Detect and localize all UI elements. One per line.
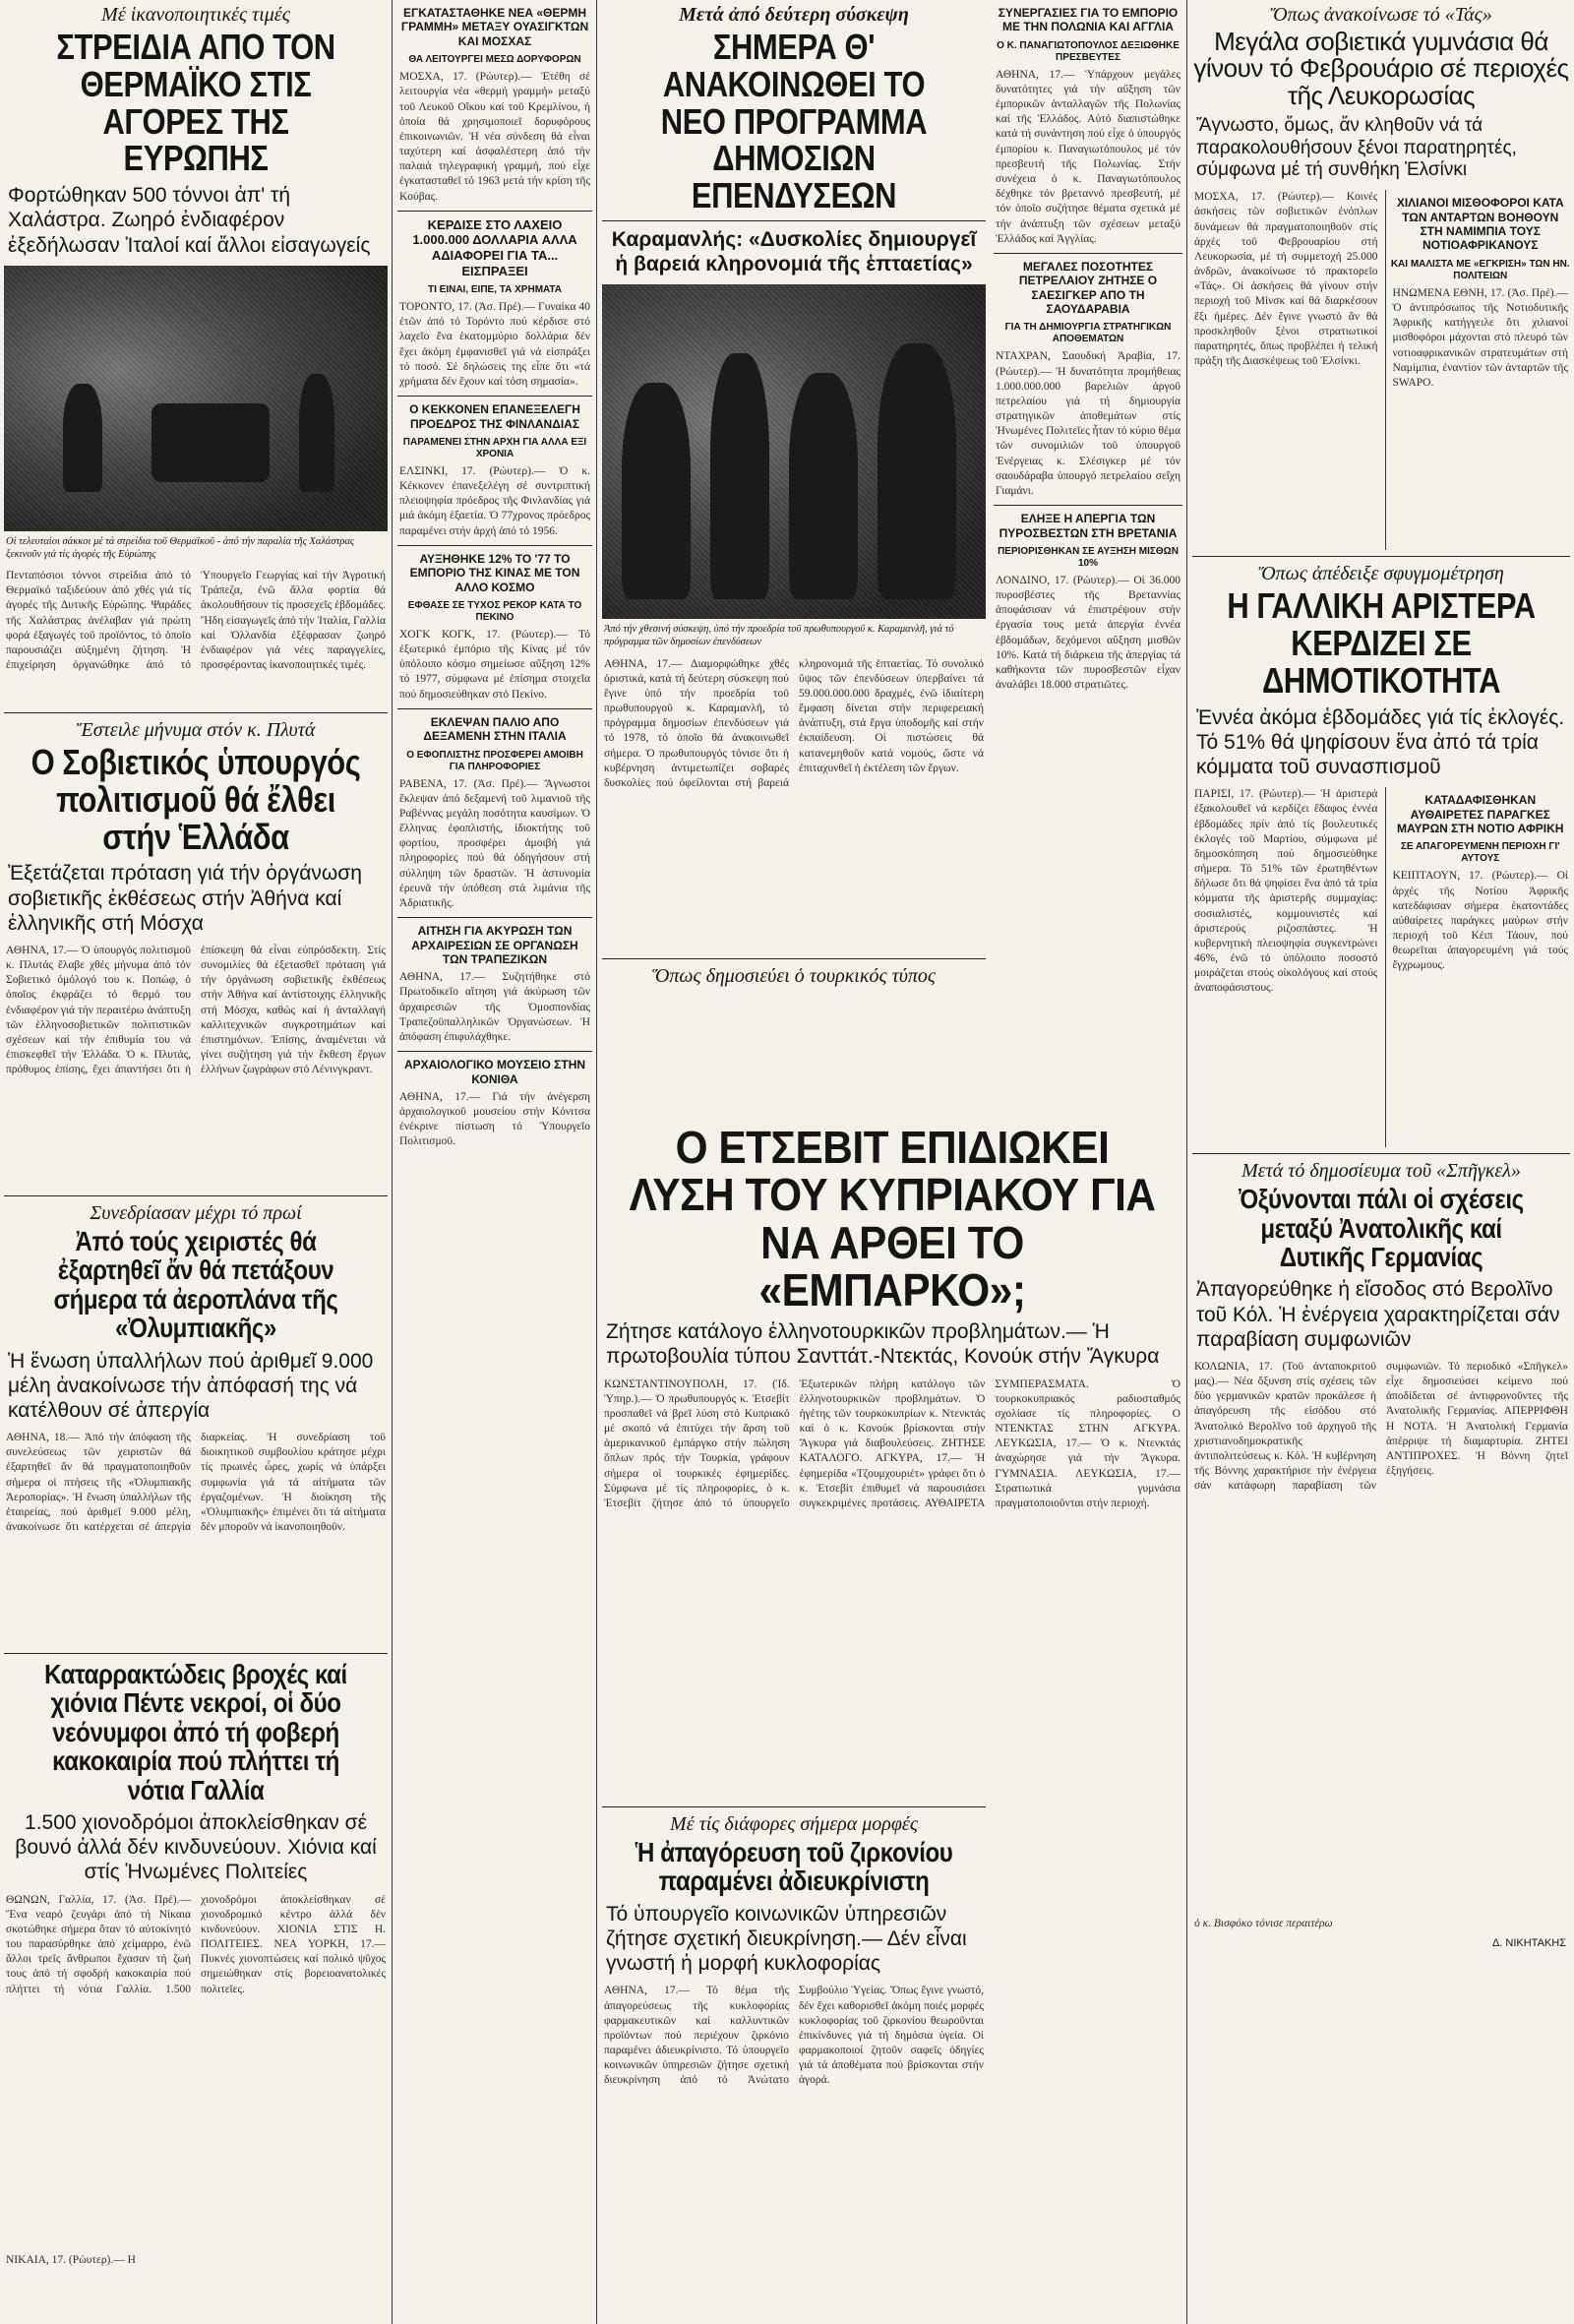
brief-body: ΡΑΒΕΝΑ, 17. (Ἀσ. Πρέ).— Ἄγνωστοι ἔκλεψαν ἀπό δεξαμενή τοῦ λιμανιοῦ τῆς Ραβέννας μεγάλη ποσότητα καυσίμων. Ὁ ἕλληνας ἐφοπλιστής, ἰδιοκτήτης τοῦ φορτίου, προσφέρει ἀμοιβή γιά πληροφορίες πού θά ὁδηγήσουν στή σύλληψη τῶν δραστῶν. Ἡ ἀστυνομία ἐρευνᾶ τήν ὑπόθεση στά λιμάνια τῆς Ἀδριατικῆς. xyxy=(399,777,590,909)
brief-headline: ΕΛΗΞΕ Η ΑΠΕΡΓΙΑ ΤΩΝ ΠΥΡΟΣΒΕΣΤΩΝ ΣΤΗ ΒΡΕΤΑΝΙΑ xyxy=(999,512,1178,540)
article-headline: ΣΤΡΕΙΔΙΑ ΑΠΟ ΤΟΝ ΘΕΡΜΑΪΚΟ ΣΤΙΣ ΑΓΟΡΕΣ ΤΗΣ ΕΥΡΩΠΗΣ xyxy=(56,27,335,179)
column-2 xyxy=(397,0,592,1156)
brief-subhead: ΤΙ ΕΙΝΑΙ, ΕΙΠΕ, ΤΑ ΧΡΗΜΑΤΑ xyxy=(427,284,563,296)
column-4 xyxy=(994,0,1182,1112)
article-headline: Ἀπό τούς χειριστές θά ἐξαρτηθεῖ ἄν θά πετάξουν σήμερα τά ἀεροπλάνα τῆς «Ὀλυμπιακῆς» xyxy=(53,1225,338,1344)
brief-headline: ΚΕΡΔΙΣΕ ΣΤΟ ΛΑΧΕΙΟ 1.000.000 ΔΟΛΛΑΡΙΑ ΑΛΛΑ ΑΔΙΑΦΟΡΕΙ ΓΙΑ ΤΑ... ΕΙΣΠΡΑΞΕΙ xyxy=(412,216,577,278)
brief-body: ΗΝΩΜΕΝΑ ΕΘΝΗ, 17. (Ἀσ. Πρέ).— Ὁ ἀντιπρόσωπος τῆς Νοτιοδυτικῆς Ἀφρικῆς κατήγγειλε ὅτι χιλιανοί μισθοφόροι μάχονται στό πλευρό τῶν νοτιοαφρικανικῶν στρατευμάτων στή Ναμίμπια, ἐναντίον τῶν ἀνταρτῶν τῆς SWAPO. xyxy=(1392,286,1568,389)
article-kicker: Μέ τίς διάφορες σήμερα μορφές xyxy=(670,1813,918,1835)
article-kicker: Μετά τό δημοσίευμα τοῦ «Σπῆγκελ» xyxy=(1241,1160,1521,1183)
article-headline: Μεγάλα σοβιετικά γυμνάσια θά γίνουν τό Φεβρουάριο σέ περιοχές τῆς Λευκορωσίας xyxy=(1193,27,1569,110)
column-5 xyxy=(1192,0,1570,1955)
article-kicker: Ὅπως ἀπέδειξε σφυγμομέτρηση xyxy=(1258,563,1504,585)
brief-subhead: ΕΦΘΑΣΕ ΣΕ ΤΥΧΟΣ ΡΕΚΟΡ ΚΑΤΑ ΤΟ ΠΕΚΙΝΟ xyxy=(407,599,582,623)
brief-headline: ΧΙΛΙΑΝΟΙ ΜΙΣΘΟΦΟΡΟΙ ΚΑΤΑ ΤΩΝ ΑΝΤΑΡΤΩΝ ΒΟΗΘΟΥΝ ΣΤΗ ΝΑΜΙΜΠΙΑ ΤΟΥΣ ΝΟΤΙΟΑΦΡΙΚΑΝΟΥΣ xyxy=(1396,196,1564,253)
article-body: ΑΘΗΝΑ, 17.— Ὁ ὑπουργός πολιτισμοῦ κ. Πλυτάς ἔλαβε χθές μήνυμα ἀπό τόν Σοβιετικό ὁμόλογό του κ. Ποπώφ, ὁ ὁποῖος ἐκφράζει τό θερμό του ἐνδιαφέρον γιά τήν περαιτέρω ἀνάπτυξη τῶν ἑλληνοσοβιετικῶν πολιτιστικῶν σχέσεων καί τήν ἐπιθυμία του νά ἐπισκεφθεῖ τήν Ἑλλάδα. Ὁ κ. Πλυτάς, πρόθυμος ἐπίσης, ἔχει ἀπαντήσει ὅτι ἡ ἐπίσκεψη θά εἶναι εὐπρόσδεκτη. Στίς συνομιλίες θά ἐξετασθεῖ πρόταση γιά τήν ὀργάνωση σοβιετικῆς ἐκθέσεως στήν Ἀθήνα καί ἀντίστοιχης ἑλληνικῆς στή Μόσχα, καθώς καί ἡ ἀνταλλαγή καλλιτεχνικῶν συγκροτημάτων καί ἐπιστημόνων. Ἐπίσης, ἀναμένεται νά γίνει συζήτηση γιά τήν ἔκθεση ἔργων ἑλλήνων ζωγράφων στό Λένινγκραντ. xyxy=(6,944,386,1076)
column-divider xyxy=(392,0,393,2324)
article-continuation: ΝΙΚΑΙΑ, 17. (Ρώυτερ).— Η xyxy=(6,2253,136,2266)
article-body: ΑΘΗΝΑ, 17.— Διαμορφώθηκε χθές ὁριστικά, κατά τή δεύτερη σύσκεψη πού ἔγινε ὑπό τήν προεδρία τοῦ πρωθυπουργοῦ κ. Καραμανλῆ, τό πρόγραμμα δημοσίων ἐπενδύσεων γιά τό 1978, τό ὁποῖο θά ἀνακοινωθεῖ σήμερα. Ὁ πρωθυπουργός τόνισε ὅτι ἡ κυβέρνηση ἀντιμετωπίζει σοβαρές δυσκολίες πού ὀφείλονται στή βαρειά κληρονομιά τῆς ἑπταετίας. Τό συνολικό ὕψος τῶν ἐπενδύσεων ὑπερβαίνει τά 59.000.000.000 δραχμές, ἐνῶ ἰδιαίτερη ἔμφαση δίνεται στήν περιφερειακή ἀνάπτυξη, στά ἔργα ὑποδομῆς καί στήν ἐκπαίδευση. Οἱ πιστώσεις θά κατανεμηθοῦν κατά νομούς, ὥστε νά ἐπιταχυνθεῖ ἡ ἐκτέλεση τῶν ἔργων. xyxy=(604,657,984,789)
brief-headline: ΕΚΛΕΨΑΝ ΠΑΛΙΟ ΑΠΟ ΔΕΞΑΜΕΝΗ ΣΤΗΝ ΙΤΑΛΙΑ xyxy=(423,714,567,744)
article-body: ΑΘΗΝΑ, 17.— Τό θέμα τῆς ἀπαγορεύσεως τῆς κυκλοφορίας φαρμακευτικῶν καί καλλυντικῶν προϊόντων πού περιέχουν ζιρκόνιο παραμένει ἀδιευκρίνιστο. Τό ὑπουργεῖο κοινωνικῶν ὑπηρεσιῶν ζήτησε σχετική διευκρίνηση ἀπό τό Ἀνώτατο Συμβούλιο Ὑγείας. Ὅπως ἔγινε γνωστό, δέν ἔχει καθορισθεῖ ἀκόμη ποιές μορφές κυκλοφορίας τοῦ ζιρκονίου θεωροῦνται ἐπικίνδυνες γιά τή δημόσια ὑγεία. Οἱ φαρμακοποιοί ζητοῦν σαφεῖς ὁδηγίες γιά τά ἀποθέματα πού βρίσκονται στήν ἀγορά. xyxy=(604,1985,984,2087)
brief-subhead: ΣΕ ΑΠΑΓΟΡΕΥΜΕΝΗ ΠΕΡΙΟΧΗ ΓΙ' ΑΥΤΟΥΣ xyxy=(1400,841,1560,865)
brief-headline: ΑΙΤΗΣΗ ΓΙΑ ΑΚΥΡΩΣΗ ΤΩΝ ΑΡΧΑΙΡΕΣΙΩΝ ΣΕ ΟΡΓΑΝΩΣΗ ΤΩΝ ΤΡΑΠΕΖΙΚΩΝ xyxy=(411,924,578,966)
article-kicker: Ὅπως δημοσιεύει ὁ τουρκικός τύπος xyxy=(651,964,937,987)
article-headline: Ο Σοβιετικός ὑπουργός πολιτισμοῦ θά ἔλθει στήν Ἑλλάδα xyxy=(30,742,361,857)
brief-headline: ΜΕΓΑΛΕΣ ΠΟΣΟΤΗΤΕΣ ΠΕΤΡΕΛΑΙΟΥ ΖΗΤΗΣΕ Ο ΣΑΕΣΙΓΚΕΡ ΑΠΟ ΤΗ ΣΑΟΥΔΑΡΑΒΙΑ xyxy=(1018,259,1158,317)
article-headline: Ο ΕΤΣΕΒΙΤ ΕΠΙΔΙΩΚΕΙ ΛΥΣΗ ΤΟΥ ΚΥΠΡΙΑΚΟΥ ΓΙΑ ΝΑ ΑΡΘΕΙ ΤΟ «ΕΜΠΑΡΚΟ»; xyxy=(629,1122,1156,1315)
column-divider xyxy=(1186,0,1187,2324)
article-headline: Η ΓΑΛΛΙΚΗ ΑΡΙΣΤΕΡΑ ΚΕΡΔΙΖΕΙ ΣΕ ΔΗΜΟΤΙΚΟΤΗΤΑ xyxy=(1227,585,1536,701)
article-continuation: ὁ κ. Βισφόκο τόνισε περαιτέρω xyxy=(1194,1917,1333,1929)
article-deck: Ἐννέα ἀκόμα ἑβδομάδες γιά τίς ἐκλογές. Τό 51% θά ψηφίσουν ἕνα ἀπό τά τρία κόμματα τοῦ συνασπισμοῦ xyxy=(1196,705,1565,779)
brief-subhead: Ο ΕΦΟΠΛΙΣΤΗΣ ΠΡΟΣΦΕΡΕΙ ΑΜΟΙΒΗ ΓΙΑ ΠΛΗΡΟΦΟΡΙΕΣ xyxy=(406,749,583,772)
article-body: ΜΟΣΧΑ, 17. (Ρώυτερ).— Κοινές ἀσκήσεις τῶν σοβιετικῶν ἐνόπλων δυνάμεων θά πραγματοποιηθοῦν στίς ἀρχές τοῦ Φεβρουαρίου στή Λευκορωσία, μέ τή συμμετοχή 25.000 ἀνδρῶν, ἀνακοίνωσε τό πρακτορεῖο «Τάς». Οἱ ἀσκήσεις θά γίνουν στήν περιοχή τοῦ Μίνσκ καί θά διαρκέσουν ἕξι ἡμέρες. Δέν ἔγινε γνωστό ἄν θά προσκληθοῦν ξένοι στρατιωτικοί παρατηρητές, ὅπως προβλέπει ἡ τελική πράξη τῆς Διασκέψεως τοῦ Ἑλσίνκι. xyxy=(1194,191,1378,368)
brief-subhead: ΘΑ ΛΕΙΤΟΥΡΓΕΙ ΜΕΣΩ ΔΟΡΥΦΟΡΩΝ xyxy=(408,54,581,66)
brief-subhead: ΠΑΡΑΜΕΝΕΙ ΣΤΗΝ ΑΡΧΗ ΓΙΑ ΑΛΛΑ ΕΞΙ ΧΡΟΝΙΑ xyxy=(402,436,587,459)
article-headline: Ὀξύνονται πάλι οἱ σχέσεις μεταξύ Ἀνατολικῆς καί Δυτικῆς Γερμανίας xyxy=(1239,1184,1524,1273)
article-body: ΚΩΝΣΤΑΝΤΙΝΟΥΠΟΛΗ, 17. (Ἰδ. Ὑπηρ.).— Ὁ πρωθυπουργός κ. Ἐτσεβίτ προσπαθεῖ νά βρεῖ λύση στό Κυπριακό μέ σκοπό νά ἐπιτύχει τήν ἄρση τοῦ ἀμερικανικοῦ ἐμπάργκο στήν πώληση ὅπλων πρός τήν Τουρκία, γράφουν σήμερα οἱ τουρκικές ἐφημερίδες. Σύμφωνα μέ τίς πληροφορίες, ὁ κ. Ἐτσεβίτ ζήτησε ἀπό τό ὑπουργεῖο Ἐξωτερικῶν πλήρη κατάλογο τῶν ἑλληνοτουρκικῶν προβλημάτων. Ὁ ἡγέτης τῶν τουρκοκυπρίων κ. Ντενκτάς καί ὁ κ. Κονούκ βρίσκονται στήν Ἄγκυρα γιά διαβουλεύσεις. ΖΗΤΗΣΕ ΚΑΤΑΛΟΓΟ. ΑΓΚΥΡΑ, 17.— Ἡ ἐφημερίδα «Τζουμχουριέτ» γράφει ὅτι ὁ κ. Ἐτσεβίτ ἐπιθυμεῖ νά παρουσιάσει συγκεκριμένες προτάσεις. ΑΥΘΑΙΡΕΤΑ ΣΥΜΠΕΡΑΣΜΑΤΑ. Ὁ τουρκοκυπριακός ραδιοσταθμός σχολίασε τίς πληροφορίες. Ο ΝΤΕΝΚΤΑΣ ΣΤΗΝ ΑΓΚΥΡΑ. ΛΕΥΚΩΣΙΑ, 17.— Ὁ κ. Ντενκτάς ἀναχώρησε γιά τήν Ἄγκυρα. ΓΥΜΝΑΣΙΑ. ΛΕΥΚΩΣΙΑ, 17.— Στρατιωτικά γυμνάσια πραγματοποιοῦνται στήν περιοχή. xyxy=(604,1377,1180,1509)
article-deck: 1.500 χιονοδρόμοι ἀποκλείσθηκαν σέ βουνό ἀλλά δέν κινδυνεύουν. Χιόνια καί στίς Ἡνωμένες Πολιτείες xyxy=(15,1811,377,1884)
column-3 xyxy=(602,0,986,990)
brief-headline: ΣΥΝΕΡΓΑΣΙΕΣ ΓΙΑ ΤΟ ΕΜΠΟΡΙΟ ΜΕ ΤΗΝ ΠΟΛΩΝΙΑ ΚΑΙ ΑΓΓΛΙΑ xyxy=(998,6,1179,34)
article-kicker: Μετά ἀπό δεύτερη σύσκεψη xyxy=(679,4,909,26)
article-body: ΠΑΡΙΣΙ, 17. (Ρώυτερ).— Ἡ ἀριστερά ἐξακολουθεῖ νά κερδίζει ἔδαφος ἐννέα ἑβδομάδες πρίν ἀπό τίς βουλευτικές ἐκλογές τοῦ Μαρτίου, σύμφωνα μέ δημοσκόπηση πού δημοσιεύθηκε σήμερα. Τό 51% τῶν ἐρωτηθέντων δήλωσε ὅτι θά ψηφίσει ἕνα ἀπό τά τρία κόμματα τῆς ἀριστερῆς συμμαχίας: σοσιαλιστές, κομμουνιστές καί ἀριστερούς ριζοσπάστες. Ἡ κυβερνητική πλειοψηφία συγκεντρώνει 46%, ἐνῶ τό ὑπόλοιπο ποσοστό μοιράζεται στούς οἰκολόγους καί στούς ἀναποφάσιστους. xyxy=(1194,788,1378,995)
cyprus-article xyxy=(602,1122,1182,1816)
brief-headline: Ο ΚΕΚΚΟΝΕΝ ΕΠΑΝΕΞΕΛΕΓΗ ΠΡΟΕΔΡΟΣ ΤΗΣ ΦΙΝΛΑΝΔΙΑΣ xyxy=(409,402,580,431)
article-deck: Καραμανλής: «Δυσκολίες δημιουργεῖ ἡ βαρειά κληρονομιά τῆς ἑπταετίας» xyxy=(611,227,977,276)
photo-caption: Ἀπό τήν χθεσινή σύσκεψη, ὑπό τήν προεδρία τοῦ πρωθυπουργοῦ κ. Καραμανλῆ, γιά τό πρόγραμμα τῶν δημοσίων ἐπενδύσεων xyxy=(604,624,954,648)
article-kicker: Ἔστειλε μήνυμα στόν κ. Πλυτά xyxy=(76,719,316,741)
article-deck: Φορτώθηκαν 500 τόννοι ἀπ' τή Χαλάστρα. Ζωηρό ἐνδιαφέρον ἐξεδήλωσαν Ἰταλοί καί ἄλλοι εἰσαγωγείς xyxy=(8,184,371,257)
article-body: Πενταπόσιοι τόννοι στρείδια ἀπό τό Θερμαϊκό ταξιδεύουν ἀπό χθές γιά τίς ἀγορές τῆς Δυτικῆς Εὐρώπης. Ψαράδες τῆς Χαλάστρας ἀνέλαβαν γιά πρώτη φορά ἐξαγωγές τοῦ προϊόντος, τό ὁποῖο παρουσιάζει αὐξημένη ζήτηση. Ἡ ἐπιχείρηση ὀργανώθηκε ἀπό τό Ὑπουργεῖο Γεωργίας καί τήν Ἀγροτική Τράπεζα, ἐνῶ ἄλλα φορτία θά ἀκολουθήσουν τίς προσεχεῖς ἑβδομάδες. Ἤδη εἰσαγωγεῖς ἀπό τήν Ἰταλία, Γαλλία καί Ὀλλανδία ἐξέφρασαν ζωηρό ἐνδιαφέρον γιά νέες παραγγελίες, προσφέροντας ἱκανοποιητικές τιμές. xyxy=(6,570,386,672)
article-kicker: Ὅπως ἀνακοίνωσε τό «Τάς» xyxy=(1270,4,1492,26)
brief-body: ΕΛΣΙΝΚΙ, 17. (Ρώυτερ).— Ὁ κ. Κέκκονεν ἐπανεξελέγη σέ συντριπτική πλειοψηφία πρόεδρος τῆς Φινλανδίας γιά μιά ἀκόμη ἑξαετία. Ὁ 77χρονος πρόεδρος παραμένει στήν ἀρχή ἀπό τό 1956. xyxy=(399,464,590,537)
article-headline: Καταρρακτώδεις βροχές καί χιόνια Πέντε νεκροί, οἱ δύο νεόνυμφοι ἀπό τή φοβερή κακοκαιρία πού πλήττει τή νότια Γαλλία xyxy=(44,1659,347,1805)
article-kicker: Μέ ἱκανοποιητικές τιμές xyxy=(101,4,290,26)
article-headline: ΣΗΜΕΡΑ Θ' ΑΝΑΚΟΙΝΩΘΕΙ ΤΟ ΝΕΟ ΠΡΟΓΡΑΜΜΑ ΔΗΜΟΣΙΩΝ ΕΠΕΝΔΥΣΕΩΝ xyxy=(660,27,928,216)
article-deck: Τό ὑπουργεῖο κοινωνικῶν ὑπηρεσιῶν ζήτησε σχετική διευκρίνηση.— Δέν εἶναι γνωστή ἡ μορφή κυκλοφορίας xyxy=(606,1902,967,1976)
article-body: ΚΟΛΩΝΙΑ, 17. (Τοῦ ἀνταποκριτοῦ μας).— Νέα ὄξυνση στίς σχέσεις τῶν δύο γερμανικῶν κρατῶν προκάλεσε ἡ ἀπαγόρευση τῆς εἰσόδου στό Ἀνατολικό Βερολῖνο τοῦ ἀρχηγοῦ τῆς χριστιανοδημοκρατικῆς ἀντιπολιτεύσεως κ. Κόλ. Ἡ κυβέρνηση τῆς Βόννης χαρακτήρισε τήν ἐνέργεια σάν κατάφωρη παραβίαση τῶν συμφωνιῶν. Τό περιοδικό «Σπῆγκελ» εἶχε δημοσιεύσει κείμενο πού ἀποδίδεται σέ ἀντιφρονοῦντες τῆς Ἀνατολικῆς Γερμανίας. ΑΠΕΡΡΙΦΘΗ Η ΝΟΤΑ. Ἡ Ἀνατολική Γερμανία ἀπέρριψε τή διαμαρτυρία. ΖΗΤΕΙ ΑΝΤΙΠΡΟΧΕΣ. Ἡ Βόννη ζητεῖ ἐξηγήσεις. xyxy=(1194,1360,1568,1493)
brief-subhead: ΓΙΑ ΤΗ ΔΗΜΙΟΥΡΓΙΑ ΣΤΡΑΤΗΓΙΚΩΝ ΑΠΟΘΕΜΑΤΩΝ xyxy=(1004,322,1172,345)
article-deck: Ἀπαγορεύθηκε ἡ εἴσοδος στό Βερολῖνο τοῦ Κόλ. Ἡ ἐνέργεια χαρακτηρίζεται σάν παραβίαση συμφωνιῶν xyxy=(1196,1278,1560,1351)
article-deck: Ἐξετάζεται πρόταση γιά τήν ὀργάνωση σοβιετικῆς ἐκθέσεως στήν Ἀθήνα καί ἑλληνικῆς στή Μόσχα xyxy=(8,862,362,935)
brief-subhead: ΚΑΙ ΜΑΛΙΣΤΑ ΜΕ «ΕΓΚΡΙΣΗ» ΤΩΝ ΗΝ. ΠΟΛΙΤΕΙΩΝ xyxy=(1390,258,1570,281)
article-deck: Ἡ ἕνωση ὑπαλλήλων πού ἀριθμεῖ 9.000 μέλη ἀνακοίνωσε τήν ἀπόφασή της νά κατέλθουν σέ ἀπεργία xyxy=(8,1349,374,1422)
brief-body: ΚΕΙΠΤΑΟΥΝ, 17. (Ρώυτερ).— Οἱ ἀρχές τῆς Νοτίου Ἀφρικῆς κατεδάφισαν σήμερα ἑκατοντάδες αὐθαίρετες παράγκες μαύρων στήν περιοχή τοῦ Κέιπ Τάουν, πού θεωρεῖται ἀπαγορευμένη γιά τούς ἔγχρωμους. xyxy=(1392,870,1568,972)
brief-headline: ΑΥΞΗΘΗΚΕ 12% ΤΟ '77 ΤΟ ΕΜΠΟΡΙΟ ΤΗΣ ΚΙΝΑΣ ΜΕ ΤΟΝ ΑΛΛΟ ΚΟΣΜΟ xyxy=(409,551,580,594)
brief-body: ΑΘΗΝΑ, 17.— Συζητήθηκε στό Πρωτοδικεῖο αἴτηση γιά ἀκύρωση τῶν ἀρχαιρεσιῶν τῆς Ὁμοσπονδίας Τραπεζοϋπαλληλικῶν Ὀργανώσεων. Ἡ ἀπόφαση ἐπιφυλάχθηκε. xyxy=(399,971,590,1043)
brief-headline: ΑΡΧΑΙΟΛΟΓΙΚΟ ΜΟΥΣΕΙΟ ΣΤΗΝ ΚΟΝΙΘΑ xyxy=(403,1058,586,1086)
brief-body: ΛΟΝΔΙΝΟ, 17. (Ρώυτερ).— Οἱ 36.000 πυροσβέστες τῆς Βρεταννίας ἀποφάσισαν νά ἐπιστρέψουν στήν ἐργασία τους μετά ἀπεργία ἐννέα ἑβδομάδων, δεχόμενοι αὔξηση μισθῶν 10%. Κατά τή διάρκεια τῆς ἀπεργίας τά καθήκοντα τῶν πυροσβεστῶν εἶχαν ἀναλάβει 18.000 στρατιῶτες. xyxy=(996,574,1180,692)
article-headline: Ἡ ἀπαγόρευση τοῦ ζιρκονίου παραμένει ἀδιευκρίνιστη xyxy=(635,1837,953,1897)
article-deck: Ζήτησε κατάλογο ἑλληνοτουρκικῶν προβλημάτων.— Ἡ πρωτοβουλία τύπου Σανττάτ.-Ντεκτάς, Κονούκ στήν Ἄγκυρα xyxy=(606,1320,1160,1369)
photo-caption: Οἱ τελευταίοι σάκκοι μέ τά στρείδια τοῦ Θερμαϊκοῦ - ἀπό τήν παραλία τῆς Χαλάστρας ξεκινοῦν γιά τίς ἀγορές τῆς Εὐρώπης xyxy=(6,535,355,560)
article-kicker: Συνεδρίασαν μέχρι τό πρωί xyxy=(90,1201,302,1224)
brief-body: ΝΤΑΧΡΑΝ, Σαουδική Ἀραβία, 17. (Ρώυτερ).— Ἡ δυνατότητα προμήθειας 1.000.000.000 βαρελιῶν ἀργοῦ πετρελαίου γιά τή δημιουργία στρατηγικῶν ἀποθεμάτων στίς Ἡνωμένες Πολιτεῖες ἦταν τό κύριο θέμα τῶν συνομιλιῶν τοῦ ὑπουργοῦ Ἐνέργειας κ. Σλέσιγκερ μέ τόν σαουδάραβα ὑπουργό πετρελαίου σεΐχη Γιαμάνι. xyxy=(996,350,1180,497)
article-deck: Ἄγνωστο, ὅμως, ἄν κληθοῦν νά τά παρακολουθήσουν ξένοι παρατηρητές, σύμφωνα μέ τή συνθήκη Ἑλσίνκι xyxy=(1196,114,1517,181)
article-body: ΑΘΗΝΑ, 18.— Ἀπό τήν ἀπόφαση τῆς συνελεύσεως τῶν χειριστῶν θά ἐξαρτηθεῖ ἄν θά πραγματοποιηθοῦν σήμερα οἱ πτήσεις τῆς «Ὀλυμπιακῆς Ἀεροπορίας». Ἡ ἕνωση ὑπαλλήλων τῆς ἑταιρείας, πού ἀριθμεῖ 9.000 μέλη, ἀνακοίνωσε ὅτι κατέρχεται σέ ἀπεργία διαρκείας. Ἡ συνεδρίαση τοῦ διοικητικοῦ συμβουλίου κράτησε μέχρι τίς πρωινές ὧρες, χωρίς νά ὑπάρξει συμφωνία γιά τά αἰτήματα τῶν ἐργαζομένων. Ἡ διοίκηση τῆς «Ὀλυμπιακῆς» ἐπιμένει ὅτι τά αἰτήματα δέν μποροῦν νά ἱκανοποιηθοῦν. xyxy=(6,1432,386,1534)
cabinet-meeting-photo xyxy=(602,284,986,619)
brief-subhead: Ο Κ. ΠΑΝΑΓΙΩΤΟΠΟΥΛΟΣ ΔΕΞΙΩΘΗΚΕ ΠΡΕΣΒΕΥΤΕΣ xyxy=(997,39,1180,63)
column-divider xyxy=(596,0,597,2324)
article-body: ΘΩΝΩΝ, Γαλλία, 17. (Ἀσ. Πρέ).— Ἕνα νεαρό ζευγάρι ἀπό τή Νίκαια σκοτώθηκε σήμερα ὅταν τό αὐτοκίνητό του παρασύρθηκε ἀπό χείμαρρο, ἐνῶ ἄλλοι τρεῖς ἄνθρωποι ἔχασαν τή ζωή τους ἀπό τή σφοδρή κακοκαιρία πού πλήττει τή νότια Γαλλία. 1.500 χιονοδρόμοι ἀποκλείσθηκαν σέ χιονοδρομικό κέντρο ἀλλά δέν κινδυνεύουν. ΧΙΟΝΙΑ ΣΤΙΣ Η. ΠΟΛΙΤΕΙΕΣ. ΝΕΑ ΥΟΡΚΗ, 17.— Πυκνές χιονοπτώσεις καί πολικό ψῦχος σημειώθηκαν στίς βορειοανατολικές πολιτεῖες. xyxy=(6,1893,386,1995)
brief-body: ΑΘΗΝΑ, 17.— Γιά τήν ἀνέγερση ἀρχαιολογικοῦ μουσείου στήν Κόνιτσα ἐνέκρινε πίστωση τό Ὑπουργεῖο Πολιτισμοῦ. xyxy=(399,1090,590,1148)
column-1 xyxy=(4,0,388,2274)
byline: Δ. ΝΙΚΗΤΑΚΗΣ xyxy=(1491,1937,1566,1950)
zirconium-article xyxy=(602,1801,986,2285)
brief-subhead: ΠΕΡΙΟΡΙΣΘΗΚΑΝ ΣΕ ΑΥΞΗΣΗ ΜΙΣΘΩΝ 10% xyxy=(998,545,1179,569)
brief-headline: ΚΑΤΑΔΑΦΙΣΘΗΚΑΝ ΑΥΘΑΙΡΕΤΕΣ ΠΑΡΑΓΚΕΣ ΜΑΥΡΩΝ ΣΤΗ ΝΟΤΙΟ ΑΦΡΙΚΗ xyxy=(1396,793,1564,836)
brief-body: ΤΟΡΟΝΤΟ, 17. (Ἀσ. Πρέ).— Γυναίκα 40 ἐτῶν ἀπό τό Τορόντο πού κέρδισε στό λαχεῖο ἕνα ἑκατομμύριο δολλάρια δέν ἔχει ἀκόμη ἐμφανισθεῖ γιά νά εἰσπράξει τό ποσό. Σέ δηλώσεις της εἶπε ὅτι «τά χρήματα δέν ἔχουν καί τόση σημασία». xyxy=(399,301,590,388)
brief-body: ΑΘΗΝΑ, 17.— Ὑπάρχουν μεγάλες δυνατότητες γιά τήν αὔξηση τῶν ἐμπορικῶν ἀνταλλαγῶν τῆς Πολωνίας καί τῆς Ἑλλάδος. Αὐτό διαπιστώθηκε κατά τή συνάντηση πού εἶχε ὁ ὑπουργός ἐμπορίου κ. Παναγιωτόπουλος μέ τόν πρεσβευτή τῆς Πολωνίας. Στήν συνέχεια ὁ κ. Παναγιωτόπουλος δέχθηκε τόν βρεταννό πρεσβευτή, μέ τόν ὁποῖο συζήτησε θέματα σχετικά μέ τήν ἀνάπτυξη τῶν σχέσεων μεταξύ Ἑλλάδος καί Ἀγγλίας. xyxy=(996,68,1180,245)
brief-body: ΧΟΓΚ ΚΟΓΚ, 17. (Ρώυτερ).— Τό ἐξωτερικό ἐμπόριο τῆς Κίνας μέ τόν ὑπόλοιπο κόσμο σημείωσε αὔξηση 12% τό 1977, σύμφωνα μέ ἐπίσημα στοιχεῖα πού δημοσιεύθηκαν στό Πεκίνο. xyxy=(399,628,590,701)
brief-headline: ΕΓΚΑΤΑΣΤΑΘΗΚΕ ΝΕΑ «ΘΕΡΜΗ ΓΡΑΜΜΗ» ΜΕΤΑΞΥ ΟΥΑΣΙΓΚΤΩΝ ΚΑΙ ΜΟΣΧΑΣ xyxy=(400,6,589,48)
brief-body: ΜΟΣΧΑ, 17. (Ρώυτερ).— Ἐτέθη σέ λειτουργία νέα «θερμή γραμμή» μεταξύ τοῦ Λευκοῦ Οἴκου καί τοῦ Κρεμλίνου, ἡ ὁποία θά χρησιμοποιεῖ δορυφόρους ἐπικοινωνιῶν. Ἡ νέα σύνδεση θά εἶναι ταχύτερη καί ἀσφαλέστερη ἀπό τήν παλαιά τηλεγραφική γραμμή, πού εἶχε ἐγκατασταθεῖ τό 1963 μετά τήν κρίση τῆς Κούβας. xyxy=(399,71,590,203)
harbor-photo xyxy=(4,266,388,531)
